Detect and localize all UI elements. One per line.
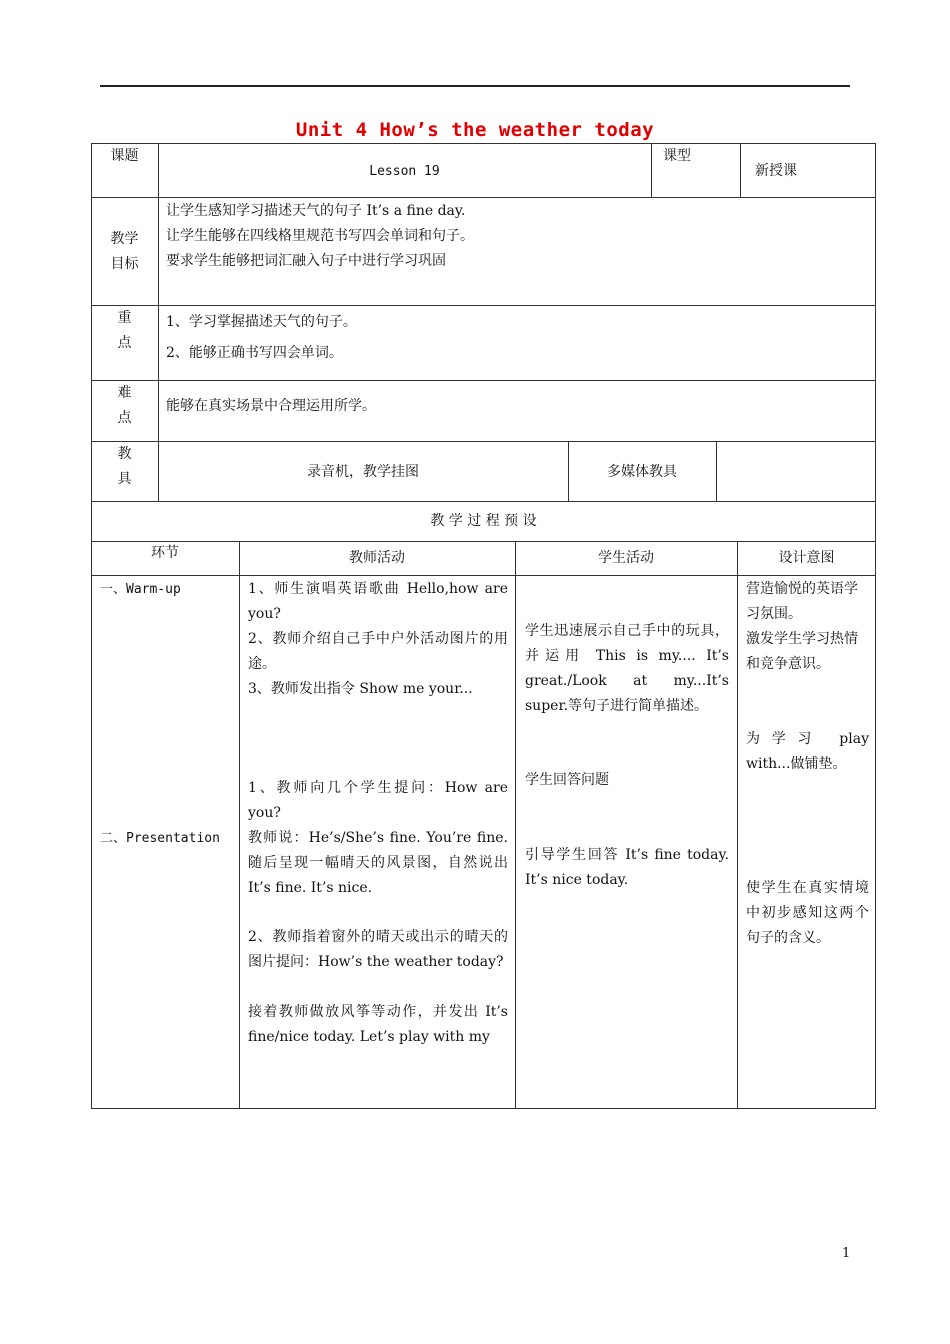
design-intent: 营造愉悦的英语学习氛围。 [746, 581, 858, 622]
design-intent: 激发学生学习热情和竞争意识。 [746, 631, 858, 672]
design-intent: 使学生在真实情境中初步感知这两个句子的含义。 [746, 880, 869, 946]
process-heading: 教 学 过 程 预 设 [430, 513, 537, 529]
difficult-point: 能够在真实场景中合理运用所学。 [166, 398, 376, 414]
column-header: 设计意图 [778, 550, 835, 566]
page-number: 1 [842, 1246, 851, 1261]
aid-item: 多媒体教具 [607, 464, 677, 480]
teacher-activity: 接着教师做放风筝等动作，并发出 It’s fine/nice today. Let’s play with my [248, 1004, 508, 1045]
topic-value: Lesson 19 [369, 164, 440, 179]
teacher-activity: 3、教师发出指令 Show me your... [248, 681, 473, 697]
student-activity: 学生回答问题 [525, 772, 609, 788]
aids-label-2: 具 [117, 471, 132, 487]
design-intent: 为学习 play with...做铺垫。 [746, 731, 869, 772]
teacher-activity: 2、教师指着窗外的晴天或出示的晴天的图片提问：How’s the weather today? [248, 929, 508, 970]
document-title: Unit 4 How’s the weather today [295, 119, 655, 141]
goal-line: 要求学生能够把词汇融入句子中进行学习巩固 [166, 253, 446, 269]
student-activity: 引导学生回答 It’s fine today. It’s nice today. [525, 847, 729, 888]
key-point: 1、学习掌握描述天气的句子。 [166, 314, 357, 330]
teacher-activity: 1、师生演唱英语歌曲 Hello,how are you? [248, 581, 508, 622]
lesson-type-label: 课型 [663, 148, 691, 164]
column-header: 学生活动 [598, 550, 654, 566]
stage-label: 二、Presentation [100, 831, 220, 846]
difficult-label-1: 难 [117, 385, 132, 401]
key-point: 2、能够正确书写四会单词。 [166, 345, 343, 361]
lesson-type-value: 新授课 [755, 163, 797, 179]
stage-label: 一、Warm-up [100, 582, 181, 597]
goal-line: 让学生能够在四线格里规范书写四会单词和句子。 [166, 228, 474, 244]
header-rule [100, 85, 850, 87]
key-label-2: 点 [117, 335, 132, 351]
student-activity: 学生迅速展示自己手中的玩具，并运用 This is my.... It’s great./Look at my...It’s super.等句子进行简单描述。 [525, 623, 729, 714]
difficult-label-2: 点 [117, 410, 132, 426]
aid-item: 录音机，教学挂图 [307, 464, 419, 480]
goals-label-1: 教学 [110, 231, 139, 247]
topic-label: 课题 [110, 148, 139, 164]
teacher-activity: 2、教师介绍自己手中户外活动图片的用途。 [248, 631, 508, 672]
key-label-1: 重 [117, 310, 132, 326]
aids-label-1: 教 [117, 446, 132, 462]
column-header: 环节 [151, 545, 179, 561]
goal-line: 让学生感知学习描述天气的句子 It’s a fine day. [166, 203, 466, 219]
teacher-activity: 1、教师向几个学生提问：How are you? [248, 780, 508, 821]
column-header: 教师活动 [349, 550, 405, 566]
teacher-activity: 教师说：He’s/She’s fine. You’re fine. 随后呈现一幅晴天的风景图，自然说出 It’s fine. It’s nice. [248, 830, 508, 896]
goals-label-2: 目标 [110, 256, 139, 272]
